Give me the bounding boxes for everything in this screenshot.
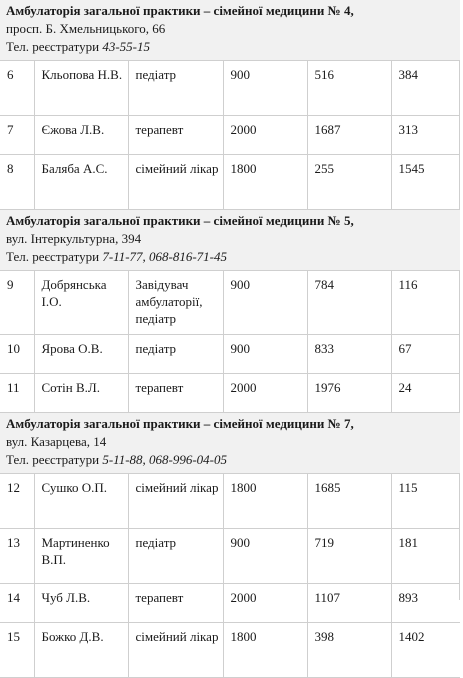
value-a: 1800 [223,155,307,210]
value-a: 900 [223,61,307,116]
doctor-position: педіатр [128,529,223,584]
value-a: 1800 [223,623,307,678]
row-number: 10 [0,335,34,374]
value-c: 115 [391,474,460,529]
phone-label: Тел. реєстратури [6,249,100,264]
section-address: вул. Інтеркультурна, 394 [6,231,142,246]
doctor-position: терапевт [128,116,223,155]
row-number: 12 [0,474,34,529]
section-address: вул. Казарцева, 14 [6,434,107,449]
doctor-name: Баляба А.С. [34,155,128,210]
phone-numbers: 7-11-77, 068-816-71-45 [102,249,228,264]
row-number: 7 [0,116,34,155]
phone-label: Тел. реєстратури [6,39,100,54]
section-title: Амбулаторія загальної практики – сімейної медицини № 5, [6,213,354,228]
doctor-name: Мартиненко В.П. [34,529,128,584]
doctor-name: Ярова О.В. [34,335,128,374]
section-header [0,0,460,61]
section-header-cell [0,0,460,61]
value-c: 384 [391,61,460,116]
section-header-cell [0,210,460,271]
value-c: 181 [391,529,460,584]
row-number: 15 [0,623,34,678]
doctor-position: сімейний лікар [128,623,223,678]
value-a: 2000 [223,374,307,413]
doctor-name: Сушко О.П. [34,474,128,529]
table-row [0,374,460,413]
section-title: Амбулаторія загальної практики – сімейної медицини № 4, [6,3,354,18]
doctor-position: сімейний лікар [128,155,223,210]
value-a: 2000 [223,584,307,623]
phone-label: Тел. реєстратури [6,452,100,467]
value-a: 900 [223,335,307,374]
value-b: 1976 [307,374,391,413]
value-c: 116 [391,271,460,335]
table-row [0,271,460,335]
value-b: 1685 [307,474,391,529]
table-row [0,623,460,678]
doctor-name: Сотін В.Л. [34,374,128,413]
doctor-position: терапевт [128,584,223,623]
value-b: 1107 [307,584,391,623]
value-a: 2000 [223,116,307,155]
doctor-position: педіатр [128,335,223,374]
phone-numbers: 5-11-88, 068-996-04-05 [102,452,228,467]
doctor-position: сімейний лікар [128,474,223,529]
doctor-name: Добрянська І.О. [34,271,128,335]
table-row [0,116,460,155]
value-c: 1545 [391,155,460,210]
row-number: 8 [0,155,34,210]
table-row [0,61,460,116]
table-row [0,155,460,210]
row-number: 13 [0,529,34,584]
value-a: 1800 [223,474,307,529]
phone-numbers: 43-55-15 [102,39,150,54]
row-number: 9 [0,271,34,335]
table-row [0,529,460,584]
section-address: просп. Б. Хмельницького, 66 [6,21,166,36]
section-phone [6,248,454,266]
value-b: 398 [307,623,391,678]
value-c: 24 [391,374,460,413]
row-number: 6 [0,61,34,116]
doctor-name: Кльопова Н.В. [34,61,128,116]
value-b: 255 [307,155,391,210]
section-phone [6,38,454,56]
value-a: 900 [223,529,307,584]
value-c: 893 [391,584,460,623]
value-b: 1687 [307,116,391,155]
section-phone [6,451,454,469]
table-row [0,335,460,374]
doctor-name: Єжова Л.В. [34,116,128,155]
value-b: 833 [307,335,391,374]
row-number: 14 [0,584,34,623]
section-title: Амбулаторія загальної практики – сімейної медицини № 7, [6,416,354,431]
doctor-position: терапевт [128,374,223,413]
value-a: 900 [223,271,307,335]
section-header [0,413,460,474]
doctor-name: Чуб Л.В. [34,584,128,623]
table-row [0,474,460,529]
value-b: 784 [307,271,391,335]
section-header-cell [0,413,460,474]
value-b: 516 [307,61,391,116]
doctor-name: Божко Д.В. [34,623,128,678]
value-c: 1402 [391,623,460,678]
value-c: 67 [391,335,460,374]
section-header [0,210,460,271]
row-number: 11 [0,374,34,413]
doctor-position: Завідувач амбулаторії, педіатр [128,271,223,335]
value-c: 313 [391,116,460,155]
table-row [0,584,460,623]
doctor-position: педіатр [128,61,223,116]
value-b: 719 [307,529,391,584]
